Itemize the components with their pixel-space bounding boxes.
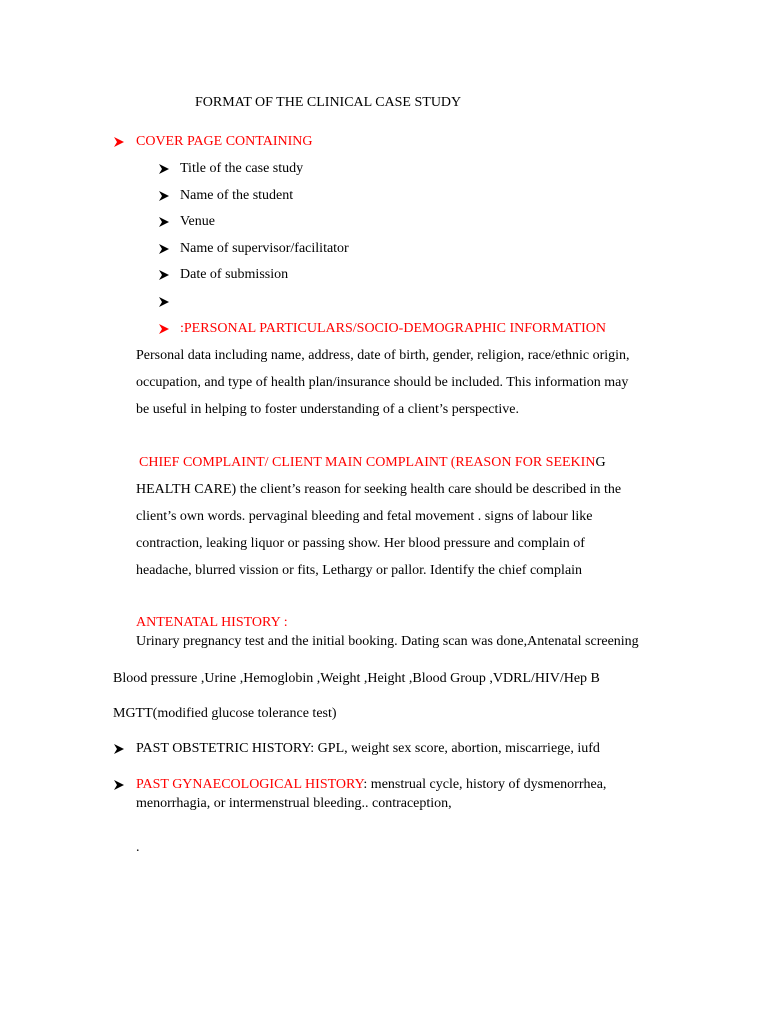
arrow-bullet-icon bbox=[158, 269, 170, 281]
antenatal-history-line: Urinary pregnancy test and the initial booking. Dating scan was done,Antenatal screening bbox=[136, 634, 639, 649]
chief-complaint-line: client’s own words. pervaginal bleeding and fetal movement . signs of labour like bbox=[136, 509, 593, 524]
chief-complaint-heading-black: G bbox=[595, 455, 606, 470]
arrow-bullet-icon bbox=[158, 216, 170, 228]
arrow-bullet-icon bbox=[158, 190, 170, 202]
personal-particulars-line: Personal data including name, address, date of birth, gender, religion, race/ethnic origin, bbox=[136, 348, 630, 363]
arrow-bullet-icon bbox=[113, 779, 125, 791]
chief-complaint-line: HEALTH CARE) the client’s reason for seeking health care should be described in the bbox=[136, 482, 622, 497]
past-gynaecological-line: menorrhagia, or intermenstrual bleeding.. contraception, bbox=[136, 796, 452, 811]
past-gynaecological-history bbox=[136, 778, 606, 792]
cover-item-date: Date of submission bbox=[180, 267, 289, 282]
arrow-bullet-icon bbox=[158, 243, 170, 255]
past-gynaecological-heading: PAST GYNAECOLOGICAL HISTORY bbox=[136, 777, 364, 792]
cover-item-title: Title of the case study bbox=[180, 161, 304, 176]
document-title: FORMAT OF THE CLINICAL CASE STUDY bbox=[195, 95, 462, 110]
chief-complaint-heading-red: CHIEF COMPLAINT/ CLIENT MAIN COMPLAINT (REASON FOR SEEKIN bbox=[139, 455, 596, 470]
personal-particulars-line: be useful in helping to foster understanding of a client’s perspective. bbox=[136, 402, 519, 417]
antenatal-history-line: Blood pressure ,Urine ,Hemoglobin ,Weight ,Height ,Blood Group ,VDRL/HIV/Hep B bbox=[113, 671, 600, 686]
antenatal-history-line: MGTT(modified glucose tolerance test) bbox=[113, 706, 337, 721]
arrow-bullet-icon bbox=[158, 296, 170, 308]
chief-complaint-line: contraction, leaking liquor or passing show. Her blood pressure and complain of bbox=[136, 536, 585, 551]
chief-complaint-heading bbox=[139, 456, 606, 470]
arrow-bullet-icon bbox=[158, 163, 170, 175]
arrow-bullet-icon bbox=[158, 323, 170, 335]
arrow-bullet-icon bbox=[113, 136, 125, 148]
trailing-mark: . bbox=[136, 840, 140, 855]
arrow-bullet-icon bbox=[113, 743, 125, 755]
personal-particulars-heading: :PERSONAL PARTICULARS/SOCIO-DEMOGRAPHIC INFORMATION bbox=[180, 321, 606, 336]
past-gynaecological-text: : menstrual cycle, history of dysmenorrhea, bbox=[363, 777, 607, 792]
personal-particulars-line: occupation, and type of health plan/insurance should be included. This information may bbox=[136, 375, 629, 390]
cover-page-heading: COVER PAGE CONTAINING bbox=[136, 134, 313, 149]
cover-item-supervisor: Name of supervisor/facilitator bbox=[180, 241, 349, 256]
antenatal-history-heading: ANTENATAL HISTORY : bbox=[136, 615, 288, 630]
past-obstetric-history: PAST OBSTETRIC HISTORY: GPL, weight sex score, abortion, miscarriege, iufd bbox=[136, 741, 600, 756]
cover-item-student: Name of the student bbox=[180, 188, 294, 203]
cover-item-venue: Venue bbox=[180, 214, 215, 229]
chief-complaint-line: headache, blurred vission or fits, Lethargy or pallor. Identify the chief complain bbox=[136, 563, 583, 578]
